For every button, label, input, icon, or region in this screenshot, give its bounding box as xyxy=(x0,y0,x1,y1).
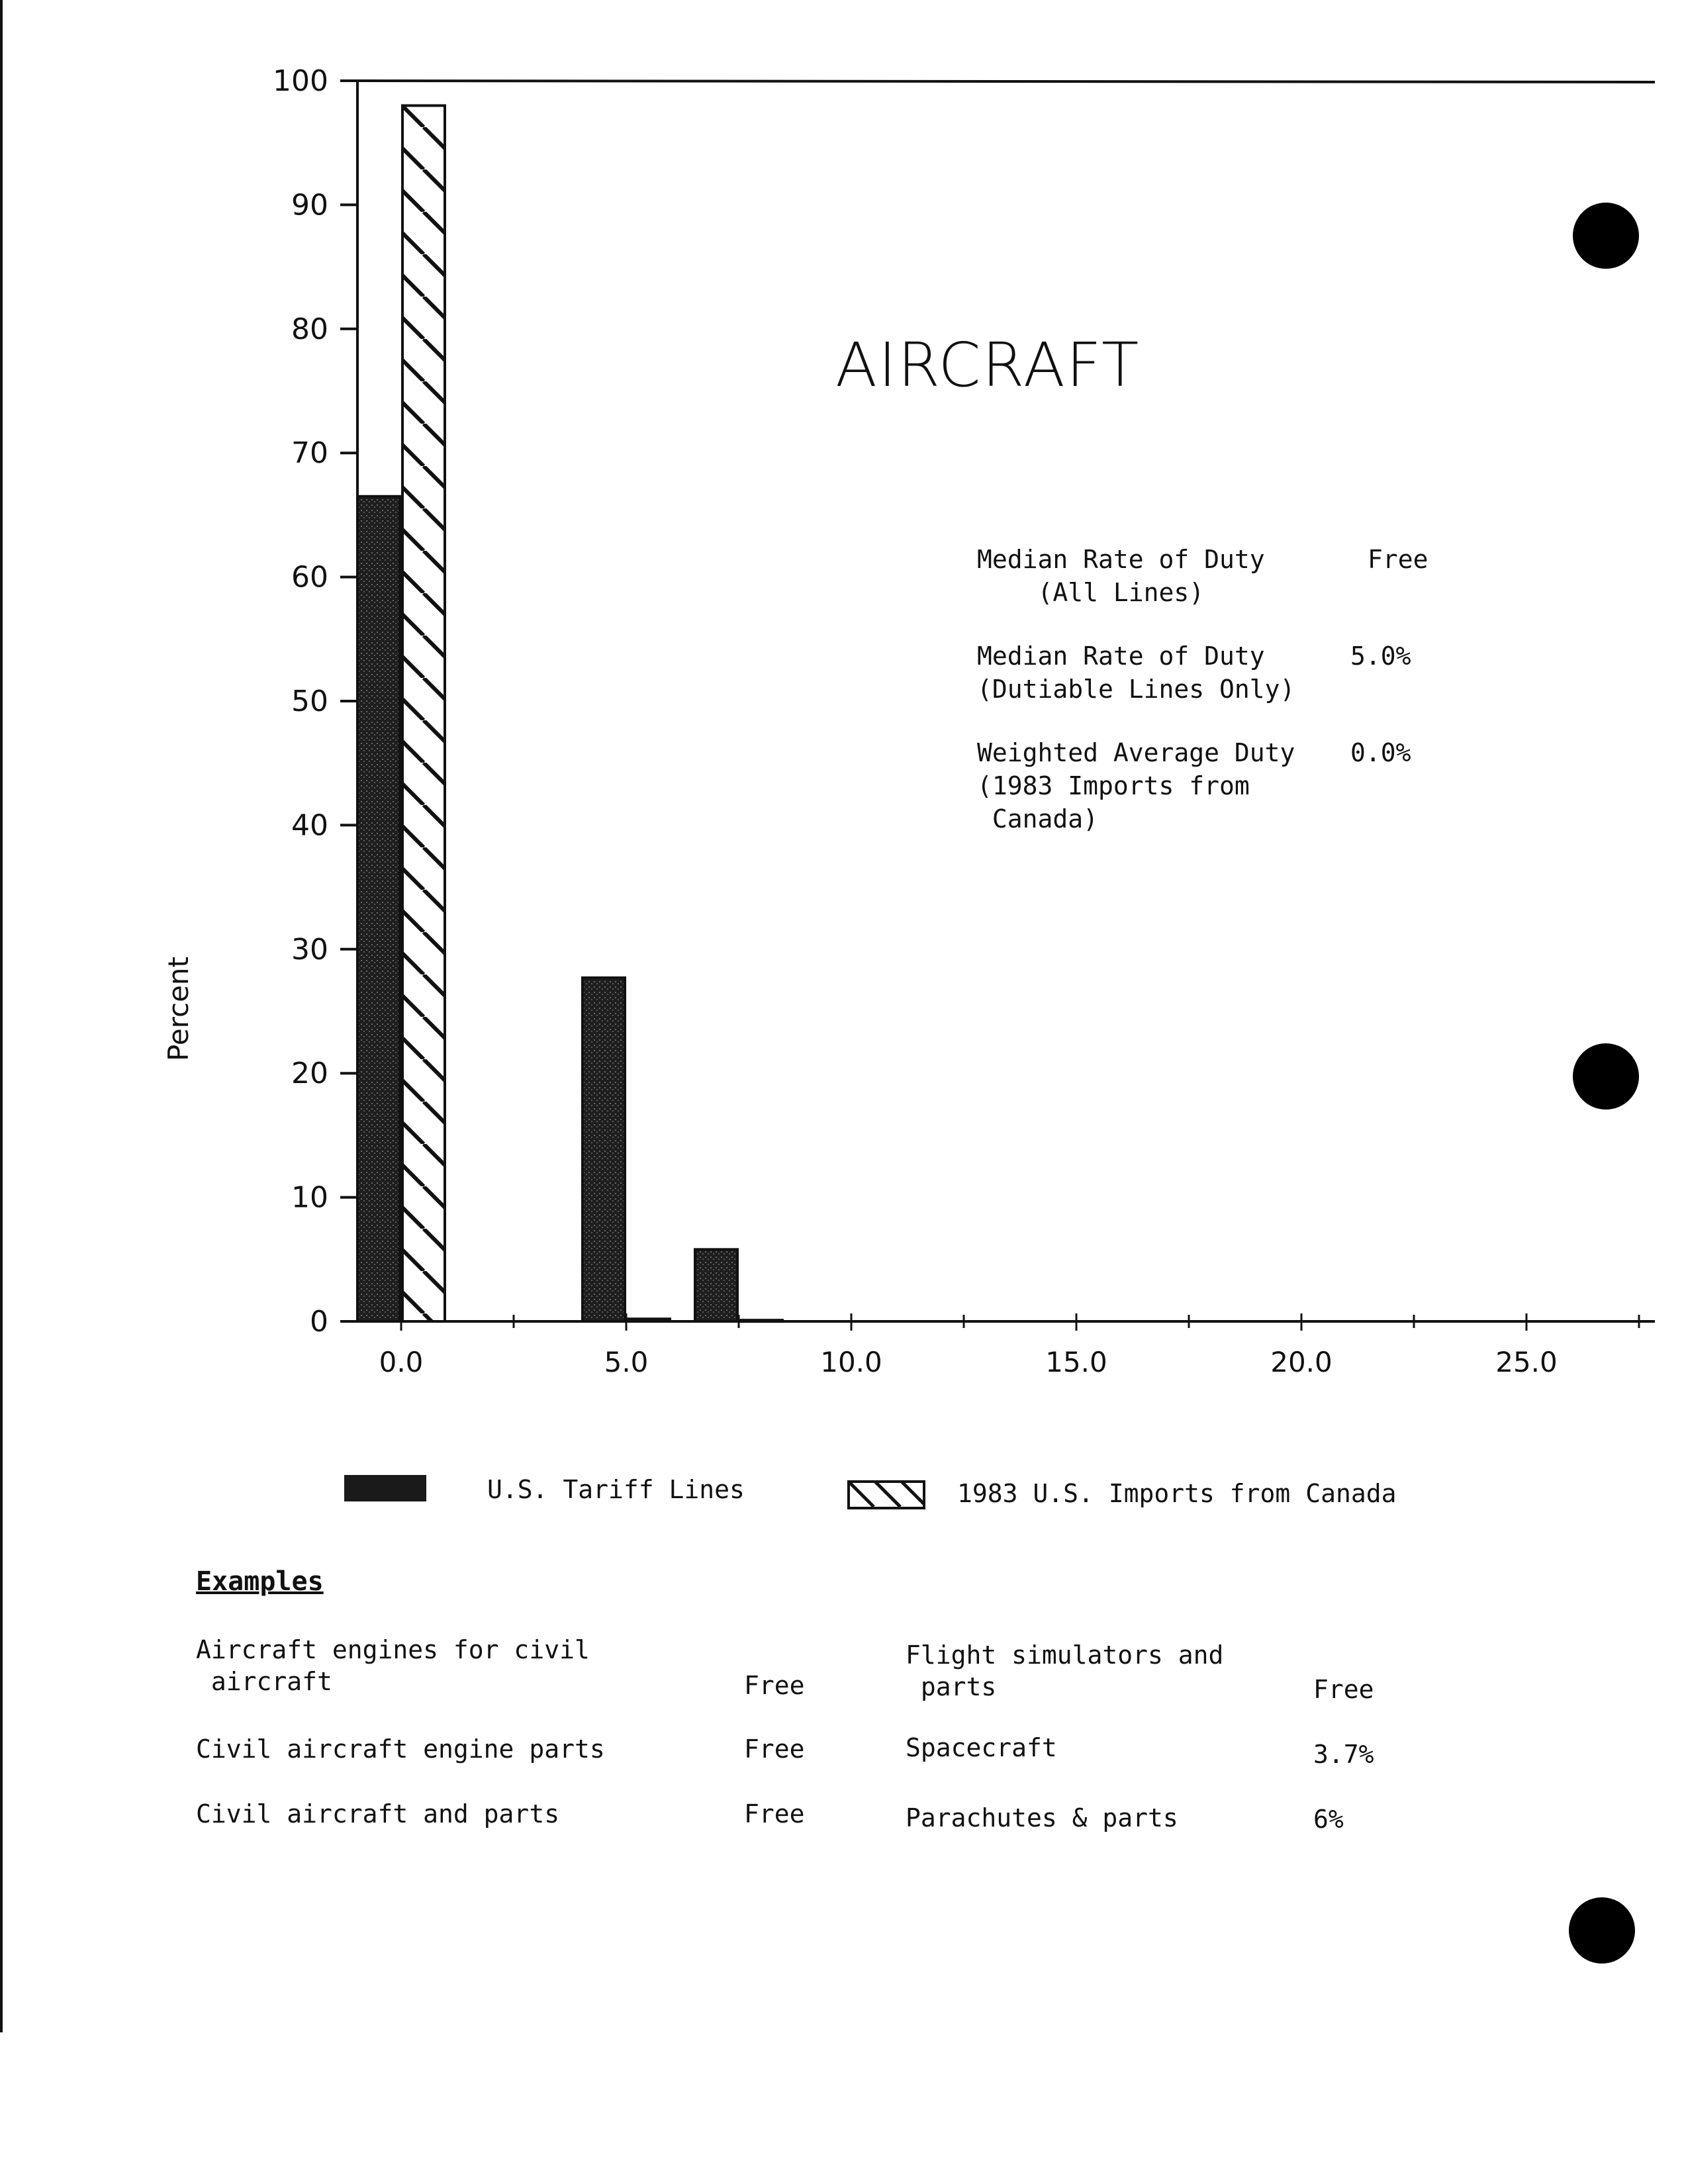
stat-value-median-all: Free xyxy=(1368,545,1428,574)
bar-imports xyxy=(628,1319,670,1321)
example-rate-engines: Free xyxy=(744,1671,805,1700)
example-item-flight-simulators: Flight simulators and parts xyxy=(906,1640,1224,1701)
x-tick-label: 20.0 xyxy=(1270,1346,1333,1378)
example-rate-parachutes: 6% xyxy=(1313,1805,1344,1834)
y-tick-label: 20 xyxy=(291,1057,328,1091)
bars xyxy=(357,105,782,1321)
stat-label-median-dutiable: Median Rate of Duty (Dutiable Lines Only) xyxy=(977,641,1295,704)
example-item-civil-aircraft: Civil aircraft and parts xyxy=(196,1799,560,1828)
y-tick-label: 70 xyxy=(291,436,328,471)
axes xyxy=(340,81,1655,1331)
legend-swatch-tariff-lines xyxy=(344,1475,426,1501)
stat-value-median-dutiable: 5.0% xyxy=(1350,641,1411,671)
x-tick-label: 10.0 xyxy=(820,1346,882,1378)
stat-label-median-all: Median Rate of Duty (All Lines) xyxy=(977,545,1265,607)
y-tick-label: 30 xyxy=(291,932,328,967)
example-rate-civil-aircraft: Free xyxy=(744,1799,805,1828)
y-tick-label: 40 xyxy=(291,808,328,843)
example-item-engine-parts: Civil aircraft engine parts xyxy=(196,1734,605,1764)
legend-label-tariff-lines: U.S. Tariff Lines xyxy=(487,1475,745,1504)
example-rate-flight-simulators: Free xyxy=(1313,1675,1374,1704)
y-tick-label: 90 xyxy=(291,188,328,222)
example-item-engines: Aircraft engines for civil aircraft xyxy=(196,1635,590,1696)
bar-tariff-lines xyxy=(583,978,625,1321)
bar-tariff-lines xyxy=(695,1249,737,1321)
chart-title: AIRCRAFT xyxy=(835,330,1141,401)
x-tick-label: 15.0 xyxy=(1045,1346,1107,1378)
stat-value-weighted-average: 0.0% xyxy=(1350,738,1411,767)
y-tick-label: 60 xyxy=(291,560,328,594)
example-rate-engine-parts: Free xyxy=(744,1734,805,1764)
y-tick-label: 50 xyxy=(291,685,328,718)
punch-hole-top xyxy=(1573,203,1639,269)
stat-label-weighted-average: Weighted Average Duty (1983 Imports from Canada) xyxy=(977,738,1295,833)
legend-swatch-imports xyxy=(847,1480,925,1509)
x-tick-label: 25.0 xyxy=(1495,1346,1558,1378)
punch-hole-bottom xyxy=(1569,1897,1635,1964)
punch-hole-middle xyxy=(1573,1043,1639,1110)
example-rate-spacecraft: 3.7% xyxy=(1313,1740,1374,1769)
example-item-parachutes: Parachutes & parts xyxy=(906,1803,1178,1832)
y-tick-label: 100 xyxy=(273,64,328,98)
bar-imports xyxy=(402,105,445,1321)
top-frame-line xyxy=(357,81,1655,82)
examples-heading: Examples xyxy=(196,1566,324,1597)
y-tick-label: 10 xyxy=(291,1180,328,1215)
legend-label-imports: 1983 U.S. Imports from Canada xyxy=(957,1479,1397,1508)
y-tick-label: 80 xyxy=(291,312,328,346)
x-tick-label: 0.0 xyxy=(379,1346,424,1378)
y-axis-title: Percent xyxy=(162,956,195,1062)
example-item-spacecraft: Spacecraft xyxy=(906,1733,1057,1762)
bar-tariff-lines xyxy=(357,497,400,1321)
bar-imports xyxy=(740,1320,782,1321)
x-tick-label: 5.0 xyxy=(604,1346,649,1378)
y-tick-label: 0 xyxy=(310,1305,328,1339)
